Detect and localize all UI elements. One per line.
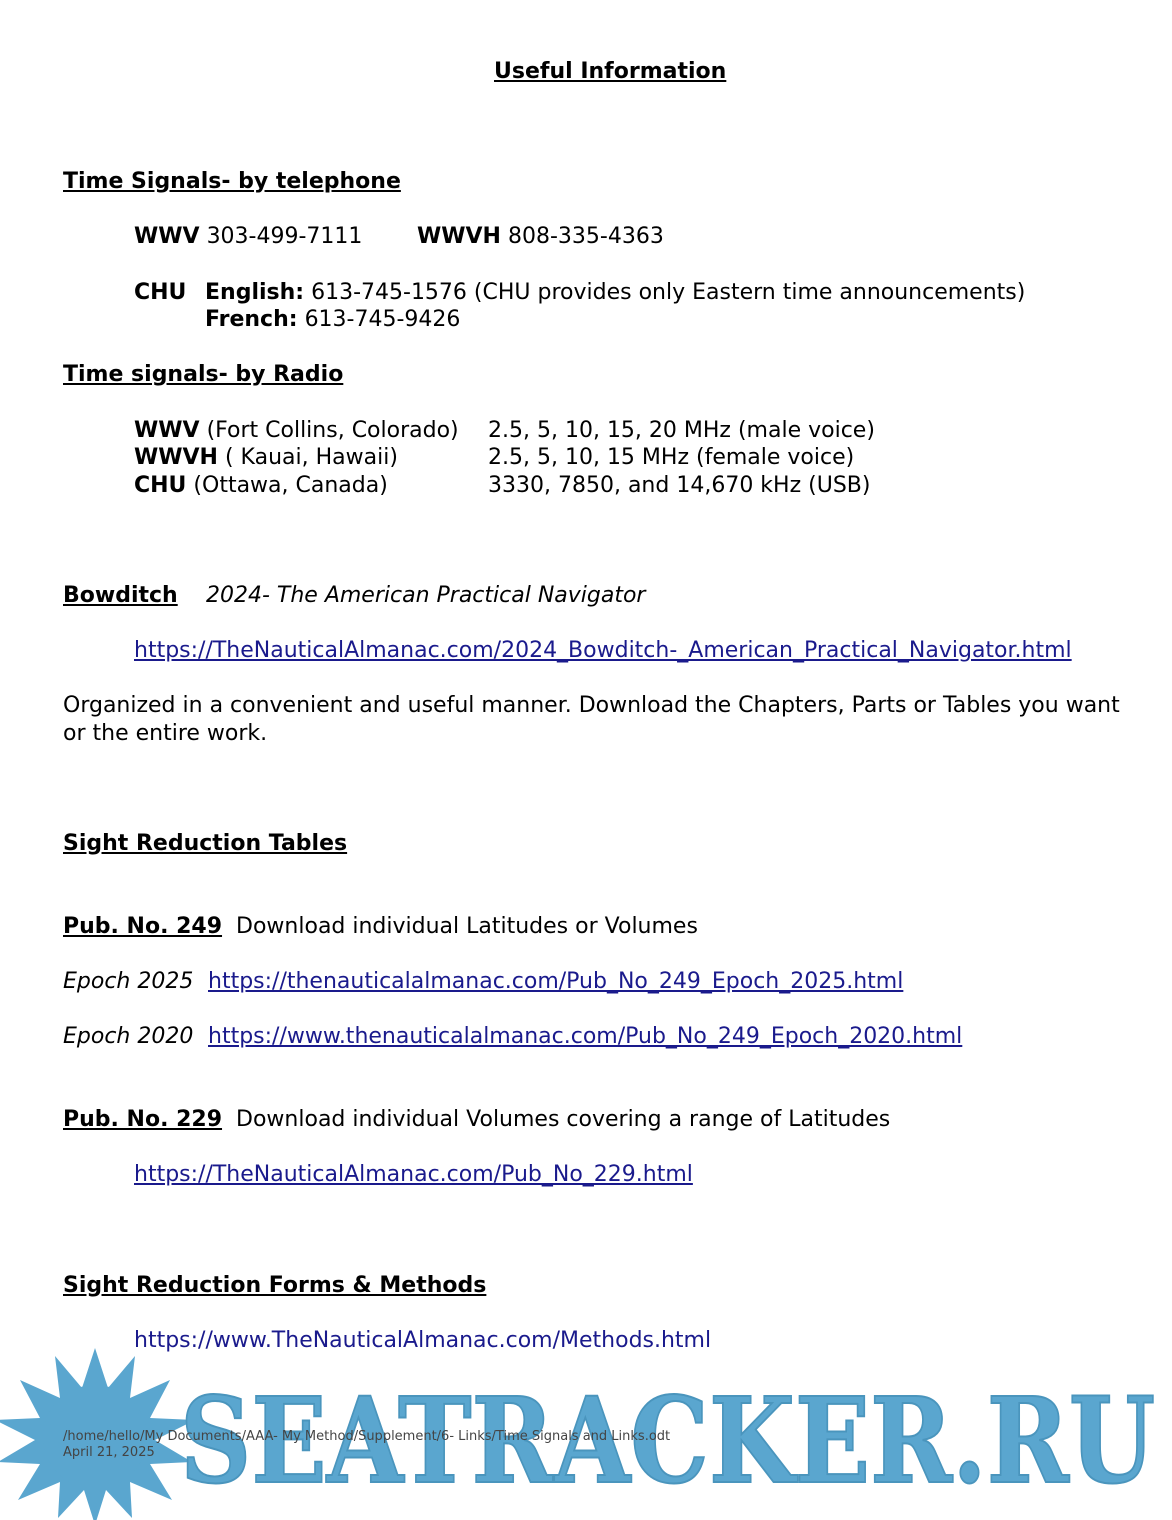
epoch2020-link[interactable]: https://www.thenauticalalmanac.com/Pub_No_249_Epoch_2020.html bbox=[208, 1024, 963, 1049]
radio-location: (Ottawa, Canada) bbox=[193, 473, 388, 498]
french-number: 613-745-9426 bbox=[304, 307, 461, 332]
radio-label: WWV bbox=[134, 418, 200, 443]
radio-location: (Fort Collins, Colorado) bbox=[206, 418, 459, 443]
time-radio-heading: Time signals- by Radio bbox=[63, 362, 344, 387]
pub229-label: Pub. No. 229 bbox=[63, 1107, 223, 1132]
bowditch-subtitle: 2024- The American Practical Navigator bbox=[206, 583, 646, 608]
bowditch-link[interactable]: https://TheNauticalAlmanac.com/2024_Bowditch-_American_Practical_Navigator.html bbox=[134, 638, 1072, 663]
radio-row-wwvh bbox=[134, 444, 398, 472]
radio-freq: 2.5, 5, 10, 15 MHz (female voice) bbox=[488, 445, 855, 470]
pub249-line bbox=[63, 913, 698, 941]
epoch2025-label: Epoch 2025 bbox=[63, 969, 194, 994]
page-title: Useful Information bbox=[494, 59, 727, 84]
radio-label: CHU bbox=[134, 473, 187, 498]
chu-label: CHU bbox=[134, 280, 187, 305]
epoch2025-link[interactable]: https://thenauticalalmanac.com/Pub_No_249_Epoch_2025.html bbox=[208, 969, 904, 994]
chu-french-line bbox=[205, 306, 460, 334]
wwv-number: 303-499-7111 bbox=[206, 224, 363, 249]
bowditch-heading: Bowditch bbox=[63, 583, 178, 608]
english-label: English: bbox=[205, 280, 305, 305]
french-label: French: bbox=[205, 307, 298, 332]
pub229-line bbox=[63, 1106, 890, 1134]
methods-heading: Sight Reduction Forms & Methods bbox=[63, 1273, 487, 1298]
pub249-description: Download individual Latitudes or Volumes bbox=[236, 914, 698, 939]
watermark-text: SEATRACKER.RU bbox=[180, 1371, 1155, 1510]
wwvh-number: 808-335-4363 bbox=[507, 224, 664, 249]
footer-date: April 21, 2025 bbox=[63, 1445, 155, 1460]
radio-freq: 3330, 7850, and 14,670 kHz (USB) bbox=[488, 473, 871, 498]
radio-row-chu bbox=[134, 472, 388, 500]
bowditch-description: Organized in a convenient and useful manner. Download the Chapters, Parts or Tables you want or the entire work. bbox=[63, 693, 1120, 746]
wwvh-phone-line bbox=[417, 223, 664, 251]
chu-english-line bbox=[205, 279, 1025, 307]
methods-link[interactable]: https://www.TheNauticalAlmanac.com/Methods.html bbox=[134, 1328, 712, 1353]
pub229-description: Download individual Volumes covering a range of Latitudes bbox=[236, 1107, 891, 1132]
radio-label: WWVH bbox=[134, 445, 218, 470]
wwv-phone-line bbox=[134, 223, 362, 251]
footer-path: /home/hello/My Documents/AAA- My Method/Supplement/6- Links/Time Signals and Links.odt bbox=[63, 1429, 671, 1444]
pub229-link[interactable]: https://TheNauticalAlmanac.com/Pub_No_229.html bbox=[134, 1162, 693, 1187]
epoch2020-label: Epoch 2020 bbox=[63, 1024, 194, 1049]
wwv-label: WWV bbox=[134, 224, 200, 249]
radio-row-wwv bbox=[134, 417, 459, 445]
radio-location: ( Kauai, Hawaii) bbox=[224, 445, 398, 470]
time-phone-heading: Time Signals- by telephone bbox=[63, 169, 401, 194]
radio-freq: 2.5, 5, 10, 15, 20 MHz (male voice) bbox=[488, 418, 875, 443]
english-number: 613-745-1576 (CHU provides only Eastern time announcements) bbox=[311, 280, 1026, 305]
pub249-label: Pub. No. 249 bbox=[63, 914, 223, 939]
wwvh-label: WWVH bbox=[417, 224, 501, 249]
sight-reduction-heading: Sight Reduction Tables bbox=[63, 831, 348, 856]
